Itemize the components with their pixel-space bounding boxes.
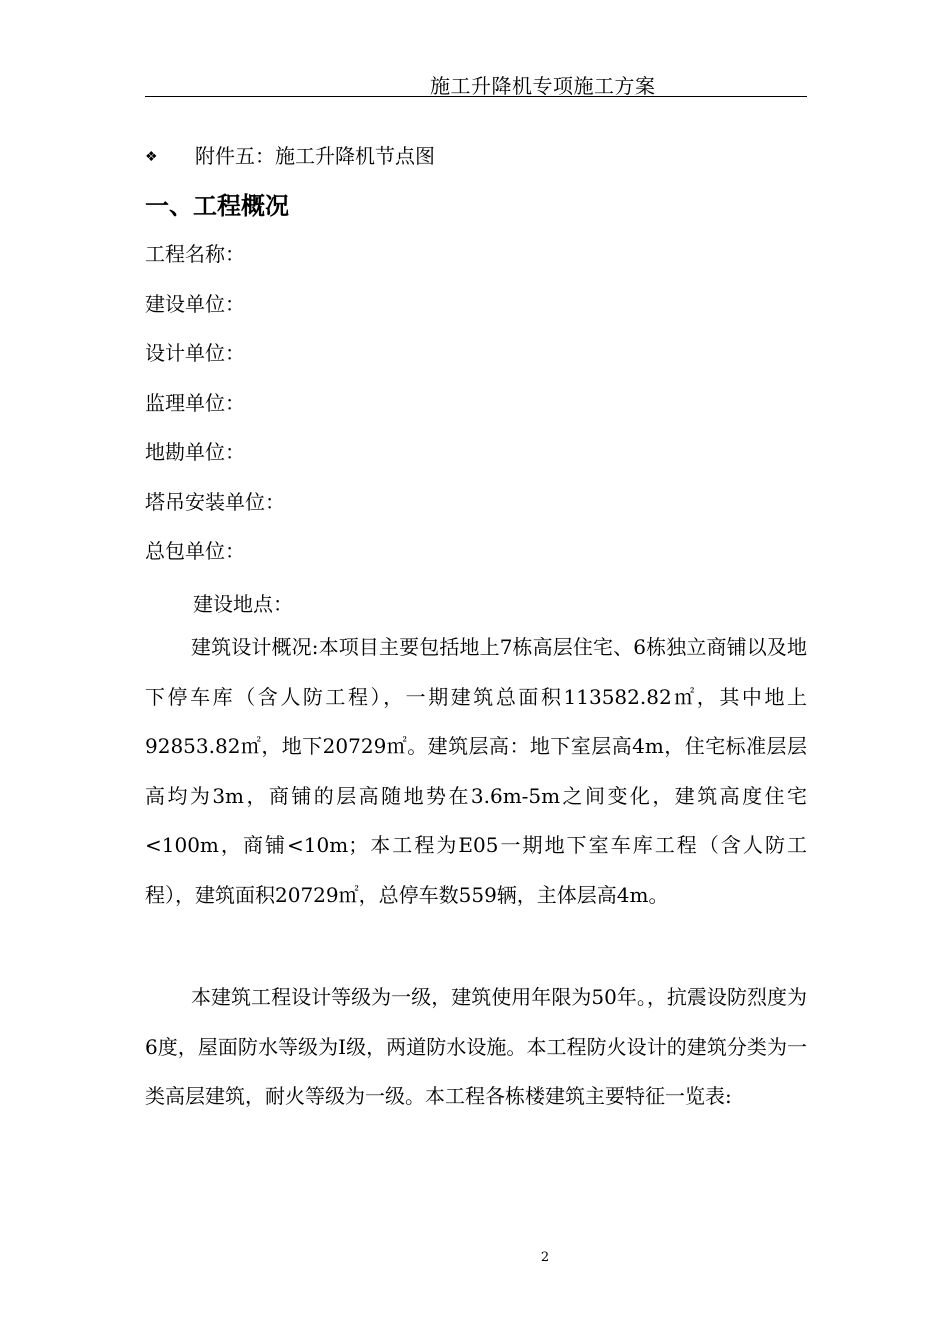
- field-construction-location: 建设地点：: [193, 592, 293, 616]
- attachment-text: 附件五：施工升降机节点图: [195, 144, 435, 168]
- page-number: 2: [540, 1250, 550, 1265]
- attachment-line: [145, 140, 435, 169]
- section-heading: 一、工程概况: [145, 192, 289, 220]
- field-project-name: 工程名称：: [145, 242, 245, 266]
- field-construction-unit: 建设单位：: [145, 292, 245, 316]
- field-crane-installer: 塔吊安装单位：: [145, 490, 285, 514]
- field-supervision-unit: 监理单位：: [145, 391, 245, 415]
- diamond-bullet-icon: ❖: [145, 149, 158, 165]
- field-design-unit: 设计单位：: [145, 341, 245, 365]
- field-survey-unit: 地勘单位：: [145, 440, 245, 464]
- document-title: 施工升降机专项施工方案: [430, 74, 656, 98]
- paragraph-design-overview: 建筑设计概况:本项目主要包括地上7栋高层住宅、6栋独立商铺以及地下停车库（含人防工程），一期建筑总面积113582.82㎡，其中地上92853.82㎡，地下20729㎡。建筑层高：地下室层高4m，住宅标准层层高均为3m，商铺的层高随地势在3.6m-5m之间变化，建筑高度住宅<100m，商铺<10m；本工程为E05一期地下室车库工程（含人防工程），建筑面积20729㎡，总停车数559辆，主体层高4m。: [145, 635, 807, 907]
- page-header: [145, 66, 807, 97]
- field-general-contractor: 总包单位：: [145, 539, 245, 563]
- paragraph-design-grade: 本建筑工程设计等级为一级，建筑使用年限为50年。，抗震设防烈度为6度，屋面防水等级为Ⅰ级，两道防水设施。本工程防火设计的建筑分类为一类高层建筑，耐火等级为一级。本工程各栋楼建筑主要特征一览表:: [145, 985, 807, 1108]
